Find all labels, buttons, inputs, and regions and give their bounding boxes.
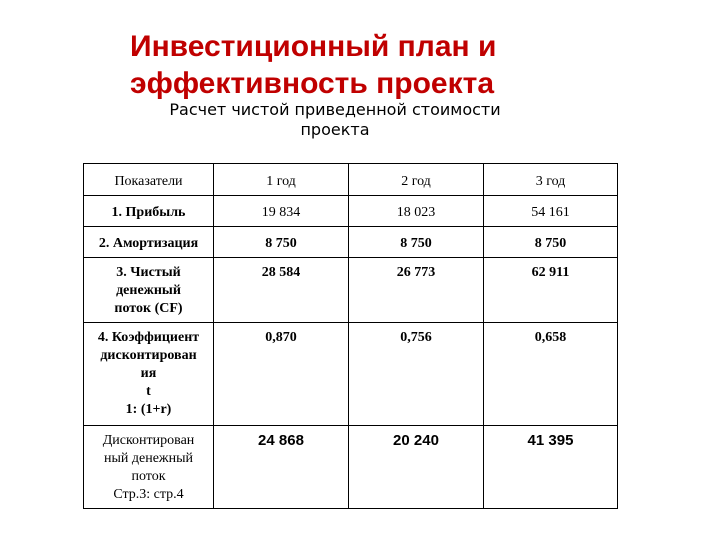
table-cell: 8 750 bbox=[214, 227, 349, 258]
header-cell-indicators: Показатели bbox=[84, 164, 214, 196]
table-cell: 24 868 bbox=[214, 426, 349, 509]
table-row bbox=[84, 196, 618, 227]
table-row bbox=[84, 227, 618, 258]
table-row bbox=[84, 426, 618, 509]
table-cell: 41 395 bbox=[484, 426, 618, 509]
row-label-discounted-cash-flow: Дисконтирован ный денежный поток Стр.3: стр.4 bbox=[84, 426, 214, 509]
table-subtitle: Расчет чистой приведенной стоимости проекта bbox=[169, 100, 501, 139]
header-cell-year-2: 2 год bbox=[349, 164, 484, 196]
row-label-net-cash-flow: 3. Чистый денежный поток (CF) bbox=[84, 258, 214, 323]
table-cell: 62 911 bbox=[484, 258, 618, 323]
table-cell: 18 023 bbox=[349, 196, 484, 227]
table-cell: 26 773 bbox=[349, 258, 484, 323]
header-cell-year-3: 3 год bbox=[484, 164, 618, 196]
table-cell: 20 240 bbox=[349, 426, 484, 509]
table-row bbox=[84, 323, 618, 426]
header-cell-year-1: 1 год bbox=[214, 164, 349, 196]
table-cell: 0,870 bbox=[214, 323, 349, 426]
table-row bbox=[84, 258, 618, 323]
table-header-row bbox=[84, 164, 618, 196]
page-title: Инвестиционный план и эффективность проекта bbox=[130, 30, 497, 100]
table-cell: 0,658 bbox=[484, 323, 618, 426]
table-cell: 0,756 bbox=[349, 323, 484, 426]
row-label-amortization: 2. Амортизация bbox=[84, 227, 214, 258]
table-cell: 54 161 bbox=[484, 196, 618, 227]
table-cell: 8 750 bbox=[349, 227, 484, 258]
row-label-discount-factor: 4. Коэффициент дисконтирован ия t 1: (1+r) bbox=[84, 323, 214, 426]
table-cell: 28 584 bbox=[214, 258, 349, 323]
npv-table bbox=[83, 163, 618, 509]
row-label-profit: 1. Прибыль bbox=[84, 196, 214, 227]
table-cell: 8 750 bbox=[484, 227, 618, 258]
table-cell: 19 834 bbox=[214, 196, 349, 227]
